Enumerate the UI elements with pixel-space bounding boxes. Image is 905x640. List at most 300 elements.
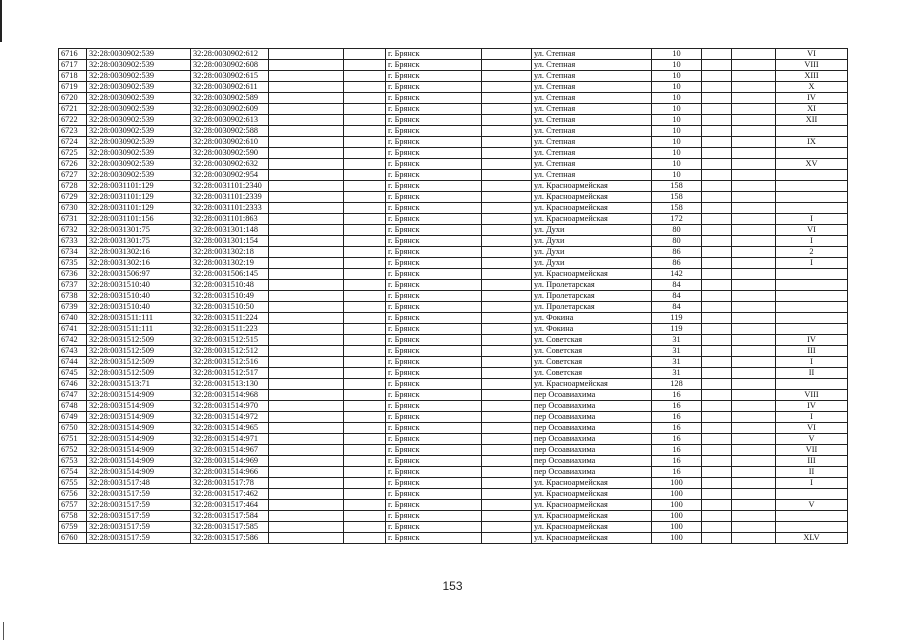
city-cell: г. Брянск bbox=[386, 148, 482, 159]
cadastral-parcel-cell: 32:28:0031517:59 bbox=[87, 522, 191, 533]
empty-cell bbox=[482, 291, 532, 302]
street-cell: пер Осоавиахима bbox=[532, 456, 652, 467]
cadastral-object-cell: 32:28:0030902:610 bbox=[191, 137, 269, 148]
table-row bbox=[59, 181, 848, 192]
cadastral-object-cell: 32:28:0031512:512 bbox=[191, 346, 269, 357]
table-row bbox=[59, 269, 848, 280]
row-number-cell: 6716 bbox=[59, 49, 87, 60]
row-number-cell: 6731 bbox=[59, 214, 87, 225]
empty-cell bbox=[732, 137, 776, 148]
table-row bbox=[59, 258, 848, 269]
empty-cell bbox=[702, 192, 732, 203]
premises-number-cell: IX bbox=[776, 137, 848, 148]
city-cell: г. Брянск bbox=[386, 126, 482, 137]
city-cell: г. Брянск bbox=[386, 511, 482, 522]
table-row bbox=[59, 478, 848, 489]
table-row bbox=[59, 247, 848, 258]
street-cell: пер Осоавиахима bbox=[532, 401, 652, 412]
street-cell: ул. Степная bbox=[532, 148, 652, 159]
table-row bbox=[59, 104, 848, 115]
row-number-cell: 6728 bbox=[59, 181, 87, 192]
house-number-cell: 100 bbox=[652, 533, 702, 544]
street-cell: ул. Красноармейская bbox=[532, 522, 652, 533]
house-number-cell: 158 bbox=[652, 203, 702, 214]
house-number-cell: 80 bbox=[652, 236, 702, 247]
empty-cell bbox=[344, 511, 386, 522]
empty-cell bbox=[702, 159, 732, 170]
table-row bbox=[59, 60, 848, 71]
empty-cell bbox=[269, 368, 344, 379]
row-number-cell: 6738 bbox=[59, 291, 87, 302]
table-row bbox=[59, 368, 848, 379]
empty-cell bbox=[702, 423, 732, 434]
cadastral-parcel-cell: 32:28:0031511:111 bbox=[87, 324, 191, 335]
empty-cell bbox=[269, 313, 344, 324]
street-cell: ул. Красноармейская bbox=[532, 269, 652, 280]
empty-cell bbox=[732, 456, 776, 467]
empty-cell bbox=[702, 313, 732, 324]
table-row bbox=[59, 434, 848, 445]
empty-cell bbox=[732, 60, 776, 71]
cadastral-parcel-cell: 32:28:0031514:909 bbox=[87, 434, 191, 445]
empty-cell bbox=[732, 148, 776, 159]
city-cell: г. Брянск bbox=[386, 60, 482, 71]
empty-cell bbox=[344, 203, 386, 214]
empty-cell bbox=[344, 478, 386, 489]
empty-cell bbox=[732, 346, 776, 357]
empty-cell bbox=[482, 192, 532, 203]
house-number-cell: 100 bbox=[652, 500, 702, 511]
empty-cell bbox=[482, 346, 532, 357]
cadastral-object-cell: 32:28:0031517:462 bbox=[191, 489, 269, 500]
empty-cell bbox=[344, 192, 386, 203]
cadastral-parcel-cell: 32:28:0031302:16 bbox=[87, 247, 191, 258]
premises-number-cell bbox=[776, 203, 848, 214]
empty-cell bbox=[482, 60, 532, 71]
empty-cell bbox=[482, 280, 532, 291]
cadastral-parcel-cell: 32:28:0031514:909 bbox=[87, 390, 191, 401]
cadastral-parcel-cell: 32:28:0030902:539 bbox=[87, 60, 191, 71]
table-row bbox=[59, 280, 848, 291]
page-edge-rule-bottom bbox=[3, 622, 4, 640]
empty-cell bbox=[269, 500, 344, 511]
house-number-cell: 100 bbox=[652, 511, 702, 522]
empty-cell bbox=[482, 93, 532, 104]
empty-cell bbox=[269, 434, 344, 445]
cadastral-object-cell: 32:28:0031517:584 bbox=[191, 511, 269, 522]
empty-cell bbox=[732, 236, 776, 247]
empty-cell bbox=[702, 533, 732, 544]
premises-number-cell: III bbox=[776, 456, 848, 467]
premises-number-cell bbox=[776, 302, 848, 313]
city-cell: г. Брянск bbox=[386, 357, 482, 368]
cadastral-object-cell: 32:28:0031512:516 bbox=[191, 357, 269, 368]
cadastral-object-cell: 32:28:0031514:967 bbox=[191, 445, 269, 456]
city-cell: г. Брянск bbox=[386, 93, 482, 104]
cadastral-parcel-cell: 32:28:0031517:59 bbox=[87, 533, 191, 544]
cadastral-parcel-cell: 32:28:0031506:97 bbox=[87, 269, 191, 280]
city-cell: г. Брянск bbox=[386, 467, 482, 478]
premises-number-cell: II bbox=[776, 368, 848, 379]
cadastral-parcel-cell: 32:28:0031514:909 bbox=[87, 467, 191, 478]
premises-number-cell bbox=[776, 148, 848, 159]
cadastral-object-cell: 32:28:0030902:954 bbox=[191, 170, 269, 181]
row-number-cell: 6735 bbox=[59, 258, 87, 269]
empty-cell bbox=[732, 423, 776, 434]
premises-number-cell: IV bbox=[776, 93, 848, 104]
table-row bbox=[59, 82, 848, 93]
empty-cell bbox=[732, 126, 776, 137]
empty-cell bbox=[732, 390, 776, 401]
premises-number-cell: X bbox=[776, 82, 848, 93]
cadastral-parcel-cell: 32:28:0030902:539 bbox=[87, 82, 191, 93]
cadastral-object-cell: 32:28:0031517:464 bbox=[191, 500, 269, 511]
house-number-cell: 142 bbox=[652, 269, 702, 280]
empty-cell bbox=[732, 170, 776, 181]
cadastral-parcel-cell: 32:28:0030902:539 bbox=[87, 137, 191, 148]
row-number-cell: 6721 bbox=[59, 104, 87, 115]
page-edge-rule bbox=[0, 0, 2, 42]
empty-cell bbox=[702, 291, 732, 302]
empty-cell bbox=[269, 192, 344, 203]
premises-number-cell: I bbox=[776, 478, 848, 489]
cadastral-object-cell: 32:28:0030902:589 bbox=[191, 93, 269, 104]
house-number-cell: 100 bbox=[652, 478, 702, 489]
empty-cell bbox=[702, 71, 732, 82]
row-number-cell: 6756 bbox=[59, 489, 87, 500]
house-number-cell: 31 bbox=[652, 357, 702, 368]
row-number-cell: 6759 bbox=[59, 522, 87, 533]
empty-cell bbox=[344, 368, 386, 379]
empty-cell bbox=[344, 49, 386, 60]
empty-cell bbox=[482, 467, 532, 478]
city-cell: г. Брянск bbox=[386, 423, 482, 434]
street-cell: ул. Степная bbox=[532, 82, 652, 93]
row-number-cell: 6720 bbox=[59, 93, 87, 104]
empty-cell bbox=[482, 203, 532, 214]
empty-cell bbox=[482, 269, 532, 280]
row-number-cell: 6742 bbox=[59, 335, 87, 346]
empty-cell bbox=[344, 346, 386, 357]
empty-cell bbox=[269, 214, 344, 225]
street-cell: ул. Красноармейская bbox=[532, 511, 652, 522]
cadastral-object-cell: 32:28:0031514:966 bbox=[191, 467, 269, 478]
table-row bbox=[59, 401, 848, 412]
premises-number-cell: I bbox=[776, 412, 848, 423]
empty-cell bbox=[344, 357, 386, 368]
empty-cell bbox=[269, 533, 344, 544]
street-cell: ул. Степная bbox=[532, 71, 652, 82]
cadastral-object-cell: 32:28:0030902:609 bbox=[191, 104, 269, 115]
empty-cell bbox=[732, 357, 776, 368]
table-row bbox=[59, 412, 848, 423]
cadastral-object-cell: 32:28:0031514:968 bbox=[191, 390, 269, 401]
city-cell: г. Брянск bbox=[386, 335, 482, 346]
table-row bbox=[59, 159, 848, 170]
empty-cell bbox=[732, 533, 776, 544]
premises-number-cell: VII bbox=[776, 445, 848, 456]
city-cell: г. Брянск bbox=[386, 390, 482, 401]
empty-cell bbox=[269, 511, 344, 522]
city-cell: г. Брянск bbox=[386, 346, 482, 357]
empty-cell bbox=[732, 115, 776, 126]
empty-cell bbox=[702, 115, 732, 126]
table-row bbox=[59, 291, 848, 302]
premises-number-cell: III bbox=[776, 346, 848, 357]
empty-cell bbox=[702, 126, 732, 137]
empty-cell bbox=[702, 181, 732, 192]
row-number-cell: 6749 bbox=[59, 412, 87, 423]
empty-cell bbox=[702, 445, 732, 456]
cadastral-parcel-cell: 32:28:0030902:539 bbox=[87, 170, 191, 181]
row-number-cell: 6723 bbox=[59, 126, 87, 137]
empty-cell bbox=[269, 60, 344, 71]
row-number-cell: 6717 bbox=[59, 60, 87, 71]
row-number-cell: 6747 bbox=[59, 390, 87, 401]
street-cell: пер Осоавиахима bbox=[532, 390, 652, 401]
empty-cell bbox=[482, 335, 532, 346]
empty-cell bbox=[344, 126, 386, 137]
empty-cell bbox=[269, 159, 344, 170]
city-cell: г. Брянск bbox=[386, 478, 482, 489]
cadastral-parcel-cell: 32:28:0031517:48 bbox=[87, 478, 191, 489]
empty-cell bbox=[269, 390, 344, 401]
house-number-cell: 100 bbox=[652, 489, 702, 500]
empty-cell bbox=[344, 93, 386, 104]
empty-cell bbox=[482, 368, 532, 379]
table-row bbox=[59, 115, 848, 126]
city-cell: г. Брянск bbox=[386, 445, 482, 456]
empty-cell bbox=[732, 478, 776, 489]
row-number-cell: 6743 bbox=[59, 346, 87, 357]
cadastral-object-cell: 32:28:0031512:515 bbox=[191, 335, 269, 346]
row-number-cell: 6750 bbox=[59, 423, 87, 434]
house-number-cell: 84 bbox=[652, 291, 702, 302]
cadastral-object-cell: 32:28:0031101:2339 bbox=[191, 192, 269, 203]
city-cell: г. Брянск bbox=[386, 313, 482, 324]
street-cell: ул. Духи bbox=[532, 225, 652, 236]
empty-cell bbox=[702, 456, 732, 467]
cadastral-parcel-cell: 32:28:0031517:59 bbox=[87, 500, 191, 511]
cadastral-parcel-cell: 32:28:0030902:539 bbox=[87, 49, 191, 60]
empty-cell bbox=[482, 500, 532, 511]
empty-cell bbox=[732, 159, 776, 170]
empty-cell bbox=[702, 412, 732, 423]
house-number-cell: 80 bbox=[652, 225, 702, 236]
empty-cell bbox=[269, 302, 344, 313]
empty-cell bbox=[732, 335, 776, 346]
empty-cell bbox=[482, 357, 532, 368]
street-cell: ул. Пролетарская bbox=[532, 302, 652, 313]
cadastral-parcel-cell: 32:28:0031512:509 bbox=[87, 368, 191, 379]
cadastral-object-cell: 32:28:0031517:78 bbox=[191, 478, 269, 489]
street-cell: ул. Красноармейская bbox=[532, 489, 652, 500]
empty-cell bbox=[732, 522, 776, 533]
street-cell: ул. Степная bbox=[532, 60, 652, 71]
premises-number-cell bbox=[776, 170, 848, 181]
house-number-cell: 10 bbox=[652, 170, 702, 181]
empty-cell bbox=[269, 71, 344, 82]
empty-cell bbox=[482, 379, 532, 390]
empty-cell bbox=[702, 93, 732, 104]
premises-number-cell: I bbox=[776, 357, 848, 368]
house-number-cell: 31 bbox=[652, 335, 702, 346]
cadastral-object-cell: 32:28:0031301:148 bbox=[191, 225, 269, 236]
table-row bbox=[59, 423, 848, 434]
street-cell: ул. Фокина bbox=[532, 324, 652, 335]
table-row bbox=[59, 302, 848, 313]
street-cell: ул. Красноармейская bbox=[532, 214, 652, 225]
empty-cell bbox=[702, 137, 732, 148]
empty-cell bbox=[482, 434, 532, 445]
empty-cell bbox=[732, 489, 776, 500]
empty-cell bbox=[732, 214, 776, 225]
empty-cell bbox=[702, 368, 732, 379]
cadastral-parcel-cell: 32:28:0030902:539 bbox=[87, 148, 191, 159]
street-cell: ул. Советская bbox=[532, 368, 652, 379]
street-cell: ул. Степная bbox=[532, 137, 652, 148]
empty-cell bbox=[482, 423, 532, 434]
street-cell: ул. Степная bbox=[532, 104, 652, 115]
table-row bbox=[59, 313, 848, 324]
premises-number-cell: VIII bbox=[776, 60, 848, 71]
house-number-cell: 16 bbox=[652, 401, 702, 412]
cadastral-object-cell: 32:28:0031514:970 bbox=[191, 401, 269, 412]
house-number-cell: 16 bbox=[652, 423, 702, 434]
house-number-cell: 158 bbox=[652, 181, 702, 192]
row-number-cell: 6757 bbox=[59, 500, 87, 511]
row-number-cell: 6727 bbox=[59, 170, 87, 181]
row-number-cell: 6730 bbox=[59, 203, 87, 214]
house-number-cell: 119 bbox=[652, 313, 702, 324]
empty-cell bbox=[269, 104, 344, 115]
empty-cell bbox=[732, 500, 776, 511]
city-cell: г. Брянск bbox=[386, 258, 482, 269]
cadastral-object-cell: 32:28:0031101:2340 bbox=[191, 181, 269, 192]
empty-cell bbox=[702, 148, 732, 159]
empty-cell bbox=[702, 500, 732, 511]
cadastral-object-cell: 32:28:0031517:586 bbox=[191, 533, 269, 544]
empty-cell bbox=[269, 357, 344, 368]
house-number-cell: 16 bbox=[652, 412, 702, 423]
empty-cell bbox=[269, 478, 344, 489]
page-number: 153 bbox=[442, 579, 463, 593]
empty-cell bbox=[269, 181, 344, 192]
empty-cell bbox=[344, 500, 386, 511]
premises-number-cell: II bbox=[776, 467, 848, 478]
premises-number-cell: VI bbox=[776, 225, 848, 236]
cadastral-parcel-cell: 32:28:0030902:539 bbox=[87, 159, 191, 170]
empty-cell bbox=[344, 181, 386, 192]
table-row bbox=[59, 148, 848, 159]
cadastral-parcel-cell: 32:28:0031301:75 bbox=[87, 236, 191, 247]
table-row bbox=[59, 379, 848, 390]
empty-cell bbox=[732, 434, 776, 445]
cadastral-object-cell: 32:28:0031513:130 bbox=[191, 379, 269, 390]
cadastral-object-cell: 32:28:0030902:612 bbox=[191, 49, 269, 60]
empty-cell bbox=[482, 104, 532, 115]
cadastral-object-cell: 32:28:0031514:969 bbox=[191, 456, 269, 467]
empty-cell bbox=[482, 511, 532, 522]
house-number-cell: 158 bbox=[652, 192, 702, 203]
table-row bbox=[59, 445, 848, 456]
empty-cell bbox=[702, 82, 732, 93]
empty-cell bbox=[269, 247, 344, 258]
cadastral-object-cell: 32:28:0031514:965 bbox=[191, 423, 269, 434]
premises-number-cell: IV bbox=[776, 335, 848, 346]
empty-cell bbox=[702, 467, 732, 478]
table-row bbox=[59, 137, 848, 148]
house-number-cell: 86 bbox=[652, 258, 702, 269]
premises-number-cell: XII bbox=[776, 115, 848, 126]
empty-cell bbox=[482, 313, 532, 324]
house-number-cell: 16 bbox=[652, 456, 702, 467]
empty-cell bbox=[732, 379, 776, 390]
house-number-cell: 10 bbox=[652, 82, 702, 93]
empty-cell bbox=[269, 203, 344, 214]
street-cell: ул. Советская bbox=[532, 346, 652, 357]
house-number-cell: 10 bbox=[652, 60, 702, 71]
street-cell: ул. Духи bbox=[532, 236, 652, 247]
street-cell: ул. Красноармейская bbox=[532, 203, 652, 214]
empty-cell bbox=[344, 225, 386, 236]
city-cell: г. Брянск bbox=[386, 456, 482, 467]
premises-number-cell bbox=[776, 269, 848, 280]
empty-cell bbox=[482, 324, 532, 335]
table-row bbox=[59, 324, 848, 335]
city-cell: г. Брянск bbox=[386, 280, 482, 291]
premises-number-cell: VI bbox=[776, 423, 848, 434]
street-cell: ул. Степная bbox=[532, 49, 652, 60]
cadastral-parcel-cell: 32:28:0031101:129 bbox=[87, 203, 191, 214]
house-number-cell: 10 bbox=[652, 71, 702, 82]
empty-cell bbox=[702, 357, 732, 368]
cadastral-parcel-cell: 32:28:0031514:909 bbox=[87, 445, 191, 456]
registry-table-body bbox=[59, 49, 848, 544]
empty-cell bbox=[702, 60, 732, 71]
street-cell: ул. Красноармейская bbox=[532, 478, 652, 489]
empty-cell bbox=[482, 533, 532, 544]
street-cell: ул. Степная bbox=[532, 159, 652, 170]
empty-cell bbox=[732, 192, 776, 203]
house-number-cell: 10 bbox=[652, 126, 702, 137]
empty-cell bbox=[702, 390, 732, 401]
empty-cell bbox=[702, 346, 732, 357]
empty-cell bbox=[344, 291, 386, 302]
empty-cell bbox=[482, 137, 532, 148]
cadastral-parcel-cell: 32:28:0030902:539 bbox=[87, 93, 191, 104]
street-cell: ул. Красноармейская bbox=[532, 533, 652, 544]
cadastral-object-cell: 32:28:0031510:48 bbox=[191, 280, 269, 291]
cadastral-parcel-cell: 32:28:0030902:539 bbox=[87, 71, 191, 82]
empty-cell bbox=[269, 456, 344, 467]
empty-cell bbox=[269, 126, 344, 137]
table-row bbox=[59, 71, 848, 82]
cadastral-object-cell: 32:28:0031510:50 bbox=[191, 302, 269, 313]
empty-cell bbox=[344, 115, 386, 126]
empty-cell bbox=[344, 335, 386, 346]
premises-number-cell: I bbox=[776, 236, 848, 247]
house-number-cell: 31 bbox=[652, 368, 702, 379]
house-number-cell: 84 bbox=[652, 280, 702, 291]
row-number-cell: 6752 bbox=[59, 445, 87, 456]
cadastral-object-cell: 32:28:0030902:632 bbox=[191, 159, 269, 170]
row-number-cell: 6719 bbox=[59, 82, 87, 93]
empty-cell bbox=[344, 533, 386, 544]
cadastral-parcel-cell: 32:28:0031512:509 bbox=[87, 335, 191, 346]
empty-cell bbox=[732, 104, 776, 115]
empty-cell bbox=[732, 401, 776, 412]
